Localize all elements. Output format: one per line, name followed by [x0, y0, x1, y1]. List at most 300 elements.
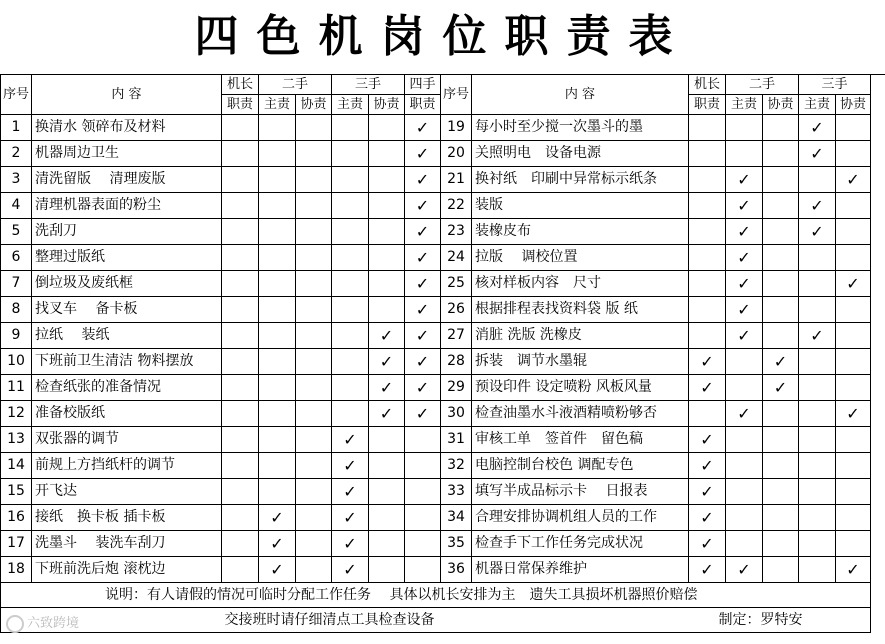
check-mark-icon: ✓: [405, 401, 441, 427]
check-mark-icon: ✓: [689, 453, 726, 479]
row-number: 14: [1, 453, 32, 479]
page-title: 四色机岗位职责表: [0, 0, 885, 75]
check-mark-icon: [763, 271, 799, 297]
check-mark-icon: [726, 375, 763, 401]
xieze-header-right: 协责: [763, 95, 799, 115]
duty-text: 审核工单 签首件 留色稿: [472, 427, 689, 453]
table-row: [1, 271, 871, 297]
row-number: 1: [1, 115, 32, 141]
duty-text: 拉纸 装纸: [32, 323, 222, 349]
row-number: 13: [1, 427, 32, 453]
duty-text: 清理机器表面的粉尘: [32, 193, 222, 219]
check-mark-icon: [763, 427, 799, 453]
check-mark-icon: [405, 557, 441, 583]
footer-row-note: [1, 583, 871, 608]
check-mark-icon: [296, 297, 332, 323]
sishou-header: 四手: [405, 75, 441, 95]
check-mark-icon: [799, 401, 836, 427]
row-number: 6: [1, 245, 32, 271]
row-number: 10: [1, 349, 32, 375]
check-mark-icon: [836, 375, 871, 401]
check-mark-icon: [799, 505, 836, 531]
check-mark-icon: ✓: [332, 427, 369, 453]
check-mark-icon: [799, 453, 836, 479]
check-mark-icon: ✓: [836, 401, 871, 427]
table-row: [1, 323, 871, 349]
check-mark-icon: [689, 323, 726, 349]
check-mark-icon: ✓: [799, 115, 836, 141]
zhuze-header-right: 主责: [799, 95, 836, 115]
table-row: [1, 505, 871, 531]
check-mark-icon: [222, 427, 259, 453]
duty-text: 根据排程表找资料袋 版 纸: [472, 297, 689, 323]
check-mark-icon: ✓: [369, 375, 405, 401]
table-row: [1, 141, 871, 167]
check-mark-icon: ✓: [405, 219, 441, 245]
check-mark-icon: ✓: [369, 349, 405, 375]
table-row: [1, 401, 871, 427]
check-mark-icon: ✓: [332, 453, 369, 479]
check-mark-icon: ✓: [726, 245, 763, 271]
check-mark-icon: ✓: [369, 323, 405, 349]
row-number: 15: [1, 479, 32, 505]
watermark: [6, 612, 79, 633]
check-mark-icon: [259, 271, 296, 297]
check-mark-icon: [296, 505, 332, 531]
duty-text: 倒垃圾及废纸框: [32, 271, 222, 297]
duty-text: 接纸 换卡板 插卡板: [32, 505, 222, 531]
check-mark-icon: [222, 115, 259, 141]
table-row: [1, 375, 871, 401]
seq-header-right: 序号: [441, 75, 472, 115]
row-number: 36: [441, 557, 472, 583]
duty-text: 准备校版纸: [32, 401, 222, 427]
check-mark-icon: [763, 401, 799, 427]
zhuze-header: 主责: [332, 95, 369, 115]
check-mark-icon: [296, 167, 332, 193]
check-mark-icon: ✓: [799, 141, 836, 167]
check-mark-icon: [332, 297, 369, 323]
check-mark-icon: ✓: [405, 193, 441, 219]
check-mark-icon: ✓: [332, 479, 369, 505]
zhize-header-right: 职责: [689, 95, 726, 115]
row-number: 4: [1, 193, 32, 219]
row-number: 21: [441, 167, 472, 193]
zhize-header: 职责: [405, 95, 441, 115]
check-mark-icon: ✓: [726, 323, 763, 349]
check-mark-icon: [222, 271, 259, 297]
row-number: 34: [441, 505, 472, 531]
duty-text: 预设印件 设定喷粉 风板风量: [472, 375, 689, 401]
table-row: [1, 453, 871, 479]
check-mark-icon: [689, 245, 726, 271]
duty-text: 双张器的调节: [32, 427, 222, 453]
check-mark-icon: [222, 479, 259, 505]
check-mark-icon: ✓: [726, 401, 763, 427]
jizhang-header-right: 机长: [689, 75, 726, 95]
row-number: 29: [441, 375, 472, 401]
duty-text: 下班前洗后炮 滚枕边: [32, 557, 222, 583]
row-number: 20: [441, 141, 472, 167]
check-mark-icon: [332, 167, 369, 193]
watermark-logo-icon: [6, 615, 24, 633]
check-mark-icon: [799, 427, 836, 453]
check-mark-icon: [332, 401, 369, 427]
duty-text: 核对样板内容 尺寸: [472, 271, 689, 297]
row-number: 18: [1, 557, 32, 583]
check-mark-icon: ✓: [726, 167, 763, 193]
footer-row-handover: [1, 608, 871, 633]
zhuze-header: 主责: [259, 95, 296, 115]
check-mark-icon: [369, 531, 405, 557]
duty-text: 装橡皮布: [472, 219, 689, 245]
check-mark-icon: [689, 271, 726, 297]
check-mark-icon: [799, 349, 836, 375]
check-mark-icon: ✓: [332, 505, 369, 531]
duty-text: 检查油墨水斗液酒精喷粉够否: [472, 401, 689, 427]
table-row: [1, 219, 871, 245]
duty-text: 前规上方挡纸杆的调节: [32, 453, 222, 479]
row-number: 33: [441, 479, 472, 505]
check-mark-icon: ✓: [405, 115, 441, 141]
check-mark-icon: ✓: [726, 557, 763, 583]
duty-text: 拆装 调节水墨辊: [472, 349, 689, 375]
header-row-1: [1, 75, 871, 95]
jizhang-header: 机长: [222, 75, 259, 95]
row-number: 26: [441, 297, 472, 323]
table-row: [1, 557, 871, 583]
check-mark-icon: [296, 271, 332, 297]
row-number: 30: [441, 401, 472, 427]
duty-text: 换清水 领碎布及材料: [32, 115, 222, 141]
check-mark-icon: [836, 219, 871, 245]
check-mark-icon: [222, 505, 259, 531]
row-number: 3: [1, 167, 32, 193]
row-number: 2: [1, 141, 32, 167]
ershou-header: 二手: [259, 75, 332, 95]
row-number: 24: [441, 245, 472, 271]
check-mark-icon: ✓: [405, 349, 441, 375]
check-mark-icon: [369, 141, 405, 167]
zhuze-header-right: 主责: [726, 95, 763, 115]
duty-text: 装版: [472, 193, 689, 219]
check-mark-icon: [836, 427, 871, 453]
check-mark-icon: [259, 167, 296, 193]
check-mark-icon: ✓: [836, 271, 871, 297]
ershou-header-right: 二手: [726, 75, 799, 95]
check-mark-icon: [296, 375, 332, 401]
check-mark-icon: ✓: [332, 531, 369, 557]
check-mark-icon: [836, 505, 871, 531]
check-mark-icon: [763, 557, 799, 583]
duty-text: 检查纸张的准备情况: [32, 375, 222, 401]
check-mark-icon: [799, 531, 836, 557]
check-mark-icon: [836, 245, 871, 271]
duty-text: 机器周边卫生: [32, 141, 222, 167]
content-header: 内 容: [32, 75, 222, 115]
footer-handover: 交接班时请仔细清点工具检查设备: [222, 608, 689, 633]
check-mark-icon: ✓: [259, 505, 296, 531]
row-number: 31: [441, 427, 472, 453]
check-mark-icon: [763, 193, 799, 219]
check-mark-icon: [259, 297, 296, 323]
check-mark-icon: ✓: [259, 557, 296, 583]
check-mark-icon: [689, 193, 726, 219]
check-mark-icon: [689, 167, 726, 193]
duty-text: 检查手下工作任务完成状况: [472, 531, 689, 557]
table-row: [1, 297, 871, 323]
check-mark-icon: [259, 141, 296, 167]
check-mark-icon: ✓: [689, 557, 726, 583]
check-mark-icon: [689, 401, 726, 427]
check-mark-icon: [369, 271, 405, 297]
check-mark-icon: [689, 297, 726, 323]
check-mark-icon: [259, 453, 296, 479]
check-mark-icon: [836, 531, 871, 557]
check-mark-icon: ✓: [689, 349, 726, 375]
check-mark-icon: [726, 427, 763, 453]
row-number: 23: [441, 219, 472, 245]
check-mark-icon: [259, 193, 296, 219]
check-mark-icon: [332, 219, 369, 245]
check-mark-icon: ✓: [799, 323, 836, 349]
check-mark-icon: ✓: [799, 193, 836, 219]
check-mark-icon: [763, 505, 799, 531]
check-mark-icon: [689, 219, 726, 245]
check-mark-icon: [836, 349, 871, 375]
check-mark-icon: [222, 453, 259, 479]
check-mark-icon: [332, 193, 369, 219]
check-mark-icon: [799, 375, 836, 401]
row-number: 12: [1, 401, 32, 427]
row-number: 5: [1, 219, 32, 245]
row-number: 8: [1, 297, 32, 323]
check-mark-icon: [222, 323, 259, 349]
sanshou-header-right: 三手: [799, 75, 871, 95]
check-mark-icon: [222, 349, 259, 375]
check-mark-icon: [405, 479, 441, 505]
xieze-header: 协责: [369, 95, 405, 115]
check-mark-icon: ✓: [405, 323, 441, 349]
check-mark-icon: ✓: [405, 375, 441, 401]
check-mark-icon: ✓: [726, 297, 763, 323]
table-row: [1, 167, 871, 193]
row-number: 27: [441, 323, 472, 349]
check-mark-icon: ✓: [405, 271, 441, 297]
table-row: [1, 245, 871, 271]
check-mark-icon: [296, 141, 332, 167]
check-mark-icon: ✓: [726, 271, 763, 297]
check-mark-icon: [799, 167, 836, 193]
check-mark-icon: [259, 427, 296, 453]
check-mark-icon: [763, 167, 799, 193]
table-row: [1, 531, 871, 557]
check-mark-icon: [296, 245, 332, 271]
check-mark-icon: ✓: [689, 375, 726, 401]
duty-text: 下班前卫生清洁 物料摆放: [32, 349, 222, 375]
check-mark-icon: ✓: [763, 375, 799, 401]
check-mark-icon: [799, 245, 836, 271]
check-mark-icon: ✓: [332, 557, 369, 583]
check-mark-icon: [836, 193, 871, 219]
check-mark-icon: ✓: [405, 141, 441, 167]
check-mark-icon: [296, 401, 332, 427]
sanshou-header: 三手: [332, 75, 405, 95]
check-mark-icon: [259, 245, 296, 271]
check-mark-icon: ✓: [763, 349, 799, 375]
check-mark-icon: [726, 453, 763, 479]
duty-text: 找叉车 备卡板: [32, 297, 222, 323]
check-mark-icon: [222, 375, 259, 401]
check-mark-icon: [296, 557, 332, 583]
check-mark-icon: ✓: [689, 479, 726, 505]
check-mark-icon: [369, 167, 405, 193]
duty-text: 消脏 洗版 洗橡皮: [472, 323, 689, 349]
check-mark-icon: [763, 141, 799, 167]
duty-text: 关照明电 设备电源: [472, 141, 689, 167]
check-mark-icon: [332, 271, 369, 297]
table-row: [1, 479, 871, 505]
row-number: 9: [1, 323, 32, 349]
check-mark-icon: [799, 479, 836, 505]
check-mark-icon: ✓: [405, 245, 441, 271]
check-mark-icon: ✓: [369, 401, 405, 427]
check-mark-icon: ✓: [689, 531, 726, 557]
table-row: [1, 427, 871, 453]
zhize-header: 职责: [222, 95, 259, 115]
check-mark-icon: [836, 115, 871, 141]
check-mark-icon: [222, 297, 259, 323]
check-mark-icon: [726, 505, 763, 531]
row-number: 28: [441, 349, 472, 375]
footer-author: 制定：罗特安: [689, 608, 871, 633]
check-mark-icon: [726, 349, 763, 375]
check-mark-icon: ✓: [405, 297, 441, 323]
check-mark-icon: [369, 557, 405, 583]
check-mark-icon: [836, 453, 871, 479]
duty-table: [0, 74, 871, 633]
check-mark-icon: [763, 531, 799, 557]
check-mark-icon: [369, 479, 405, 505]
check-mark-icon: [763, 453, 799, 479]
check-mark-icon: [726, 141, 763, 167]
duty-text: 洗墨斗 装洗车刮刀: [32, 531, 222, 557]
check-mark-icon: [836, 141, 871, 167]
check-mark-icon: [332, 349, 369, 375]
check-mark-icon: [799, 271, 836, 297]
check-mark-icon: [296, 427, 332, 453]
check-mark-icon: [369, 297, 405, 323]
check-mark-icon: [763, 219, 799, 245]
check-mark-icon: [222, 219, 259, 245]
check-mark-icon: [799, 297, 836, 323]
check-mark-icon: [259, 349, 296, 375]
check-mark-icon: [405, 453, 441, 479]
check-mark-icon: [296, 219, 332, 245]
row-number: 32: [441, 453, 472, 479]
check-mark-icon: [763, 479, 799, 505]
duty-text: 合理安排协调机组人员的工作: [472, 505, 689, 531]
check-mark-icon: [405, 427, 441, 453]
check-mark-icon: [296, 479, 332, 505]
duty-text: 机器日常保养维护: [472, 557, 689, 583]
check-mark-icon: [222, 531, 259, 557]
footer-note: 说明：有人请假的情况可临时分配工作任务 具体以机长安排为主 遗失工具损坏机器照价赔偿: [1, 583, 871, 608]
check-mark-icon: [332, 323, 369, 349]
check-mark-icon: [222, 141, 259, 167]
table-row: [1, 349, 871, 375]
duty-text: 每小时至少搅一次墨斗的墨: [472, 115, 689, 141]
check-mark-icon: [763, 297, 799, 323]
row-number: 19: [441, 115, 472, 141]
check-mark-icon: [369, 453, 405, 479]
check-mark-icon: [689, 141, 726, 167]
check-mark-icon: [332, 245, 369, 271]
check-mark-icon: [259, 219, 296, 245]
check-mark-icon: [332, 375, 369, 401]
check-mark-icon: [222, 245, 259, 271]
row-number: 35: [441, 531, 472, 557]
check-mark-icon: [296, 453, 332, 479]
check-mark-icon: [405, 505, 441, 531]
check-mark-icon: [222, 167, 259, 193]
duty-text: 填写半成品标示卡 日报表: [472, 479, 689, 505]
row-number: 22: [441, 193, 472, 219]
duty-text: 整理过版纸: [32, 245, 222, 271]
check-mark-icon: [369, 219, 405, 245]
check-mark-icon: [259, 401, 296, 427]
row-number: 16: [1, 505, 32, 531]
check-mark-icon: [763, 115, 799, 141]
duty-text: 开飞达: [32, 479, 222, 505]
check-mark-icon: ✓: [689, 505, 726, 531]
check-mark-icon: [296, 193, 332, 219]
seq-header: 序号: [1, 75, 32, 115]
row-number: 17: [1, 531, 32, 557]
check-mark-icon: [222, 193, 259, 219]
check-mark-icon: [296, 349, 332, 375]
xieze-header-right: 协责: [836, 95, 871, 115]
check-mark-icon: [369, 193, 405, 219]
duty-text: 电脑控制台校色 调配专色: [472, 453, 689, 479]
duty-text: 换衬纸 印刷中异常标示纸条: [472, 167, 689, 193]
check-mark-icon: [689, 115, 726, 141]
check-mark-icon: [369, 505, 405, 531]
check-mark-icon: [296, 531, 332, 557]
watermark-text: 六致跨境: [27, 616, 80, 631]
check-mark-icon: [726, 531, 763, 557]
check-mark-icon: [369, 245, 405, 271]
check-mark-icon: ✓: [799, 219, 836, 245]
duty-text: 拉版 调校位置: [472, 245, 689, 271]
check-mark-icon: [726, 115, 763, 141]
check-mark-icon: [259, 323, 296, 349]
check-mark-icon: [296, 115, 332, 141]
check-mark-icon: ✓: [836, 557, 871, 583]
check-mark-icon: ✓: [259, 531, 296, 557]
check-mark-icon: ✓: [405, 167, 441, 193]
check-mark-icon: [836, 323, 871, 349]
row-number: 11: [1, 375, 32, 401]
check-mark-icon: ✓: [726, 219, 763, 245]
check-mark-icon: [332, 141, 369, 167]
check-mark-icon: [836, 297, 871, 323]
check-mark-icon: [799, 557, 836, 583]
duty-text: 清洗留版 清理废版: [32, 167, 222, 193]
check-mark-icon: [259, 115, 296, 141]
check-mark-icon: ✓: [689, 427, 726, 453]
check-mark-icon: [222, 557, 259, 583]
